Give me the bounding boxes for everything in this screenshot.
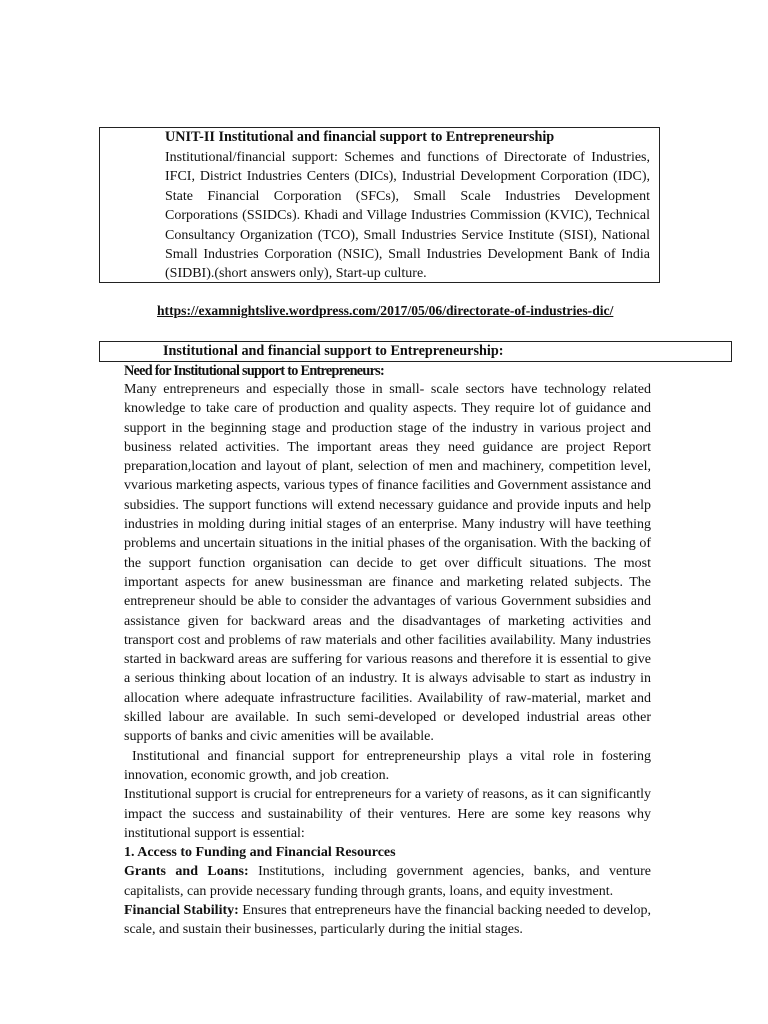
stability-label: Financial Stability: [124, 903, 239, 919]
grants-label: Grants and Loans: [124, 864, 249, 880]
reference-link[interactable]: https://examnightslive.wordpress.com/2017/05/06/directorate-of-industries-dic/ [157, 303, 614, 318]
syllabus-title: UNIT-II Institutional and financial support to Entrepreneurship [165, 129, 555, 145]
box-gap [655, 342, 658, 361]
section-heading: Institutional and financial support to Entrepreneurship: [163, 343, 504, 359]
syllabus-box [99, 127, 660, 283]
body-text [124, 380, 651, 940]
paragraph-role: Institutional and financial support for entrepreneurship plays a vital role in fostering innovation, economic growth, and job creation. [124, 748, 651, 783]
paragraph-need: Many entrepreneurs and especially those in small- scale sectors have technology related knowledge to take care of production and quality aspects. They require lot of guidance and support in the beginning stage and production stage of the industry in various project and business related activities. The important areas they need guidance are project Report preparation,location and layout of plant, selection of men and machinery, competition level, vvarious marketing aspects, various types of finance facilities and Government assistance and subsidies. The support functions will extend necessary guidance and provide inputs and help industries in molding during initial stages of an enterprise. Many industry will have teething problems and uncertain situations in the initial phases of the organisation. With the backing of the support function organisation can decide to get over difficult situations. The most important aspects for anew businessman are finance and marketing related subjects. The entrepreneur should be able to consider the advantages of various Government subsidies and assistance given for backward areas and the disadvantages of marketing activities and transport cost and problems of raw materials and other facilities availability. Many industries started in backward areas are suffering for various reasons and therefore it is essential to give a serious thinking about location of an industry. It is always advisable to start as industry in allocation where adequate infrastructure facilities. Availability of raw-material, market and skilled labour are available. In such semi-developed or developed industrial areas other supports of banks and civic amenities will be available. [124, 382, 651, 745]
grants-paragraph [124, 862, 651, 901]
stability-paragraph [124, 901, 651, 940]
need-subheading: Need for Institutional support to Entrepreneurs: [124, 363, 385, 379]
grants-text: Institutions, including government agencies, banks, and venture capitalists, can provide necessary funding through grants, loans, and equity investment. [124, 864, 652, 899]
paragraph-reasons: Institutional support is crucial for entrepreneurs for a variety of reasons, as it can significantly impact the success and sustainability of their ventures. Here are some key reasons why institutional support is essential: [124, 787, 651, 841]
stability-text: Ensures that entrepreneurs have the financial backing needed to develop, scale, and sustain their businesses, particularly during the initial stages. [124, 903, 652, 938]
point1-heading: 1. Access to Funding and Financial Resources [124, 845, 396, 861]
syllabus-body: Institutional/financial support: Schemes and functions of Directorate of Industries, IFCI, District Industries Centers (DICs), Industrial Development Corporation (IDC), State Financial Corporation (SFCs), Small Scale Industries Development Corporations (SSIDCs). Khadi and Village Industries Commission (KVIC), Technical Consultancy Organization (TCO), Small Industries Service Institute (SISI), National Small Industries Corporation (NSIC), Small Industries Development Bank of India (SIDBI).(short answers only), Start-up culture. [165, 150, 650, 282]
